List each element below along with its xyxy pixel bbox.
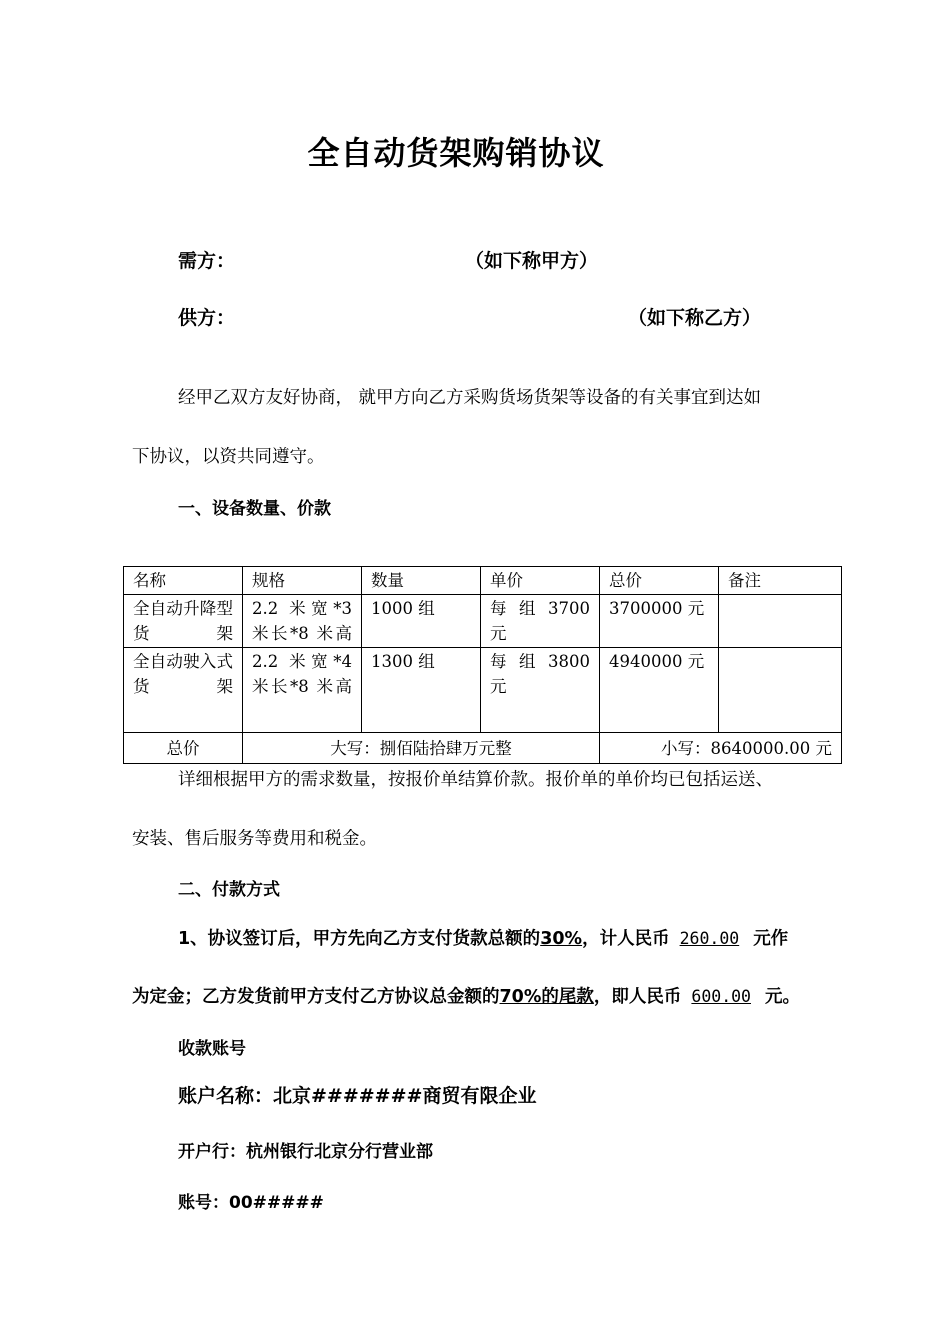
item-unit-price: 每 组 3700 元 (481, 595, 600, 648)
payment-text: ，计人民币 (582, 929, 670, 949)
item-unit-price: 每 组 3800 元 (481, 648, 600, 733)
item-note (719, 595, 842, 648)
payment-text: 为定金；乙方发货前甲方支付乙方协议总金额的 (132, 987, 500, 1007)
table-row (124, 648, 842, 733)
item-total: 3700000 元 (600, 595, 719, 648)
table-row (124, 595, 842, 648)
item-qty: 1000 组 (362, 595, 481, 648)
seller-note: （如下称乙方） (628, 307, 762, 329)
account-heading: 收款账号 (178, 1039, 246, 1059)
table-header-row (124, 567, 842, 595)
buyer-label: 需方： (178, 250, 236, 272)
detail-line-1: 详细根据甲方的需求数量，按报价单结算价款。报价单的单价均已包括运送、 (178, 770, 773, 790)
item-spec: 2.2 米宽*3 米长*8 米高 (243, 595, 362, 648)
item-name: 全自动升降型货架 (124, 595, 243, 648)
total-upper: 大写：捌佰陆拾肆万元整 (243, 733, 600, 764)
section-2-heading: 二、付款方式 (178, 880, 280, 900)
payment-text: 元。 (765, 987, 800, 1007)
item-qty: 1300 组 (362, 648, 481, 733)
payment-line-1 (178, 925, 788, 950)
item-total: 4940000 元 (600, 648, 719, 733)
header-cell: 备注 (719, 567, 842, 595)
intro-line-2: 下协议，以资共同遵守。 (132, 447, 325, 467)
balance-percent: 70%的尾款 (499, 987, 594, 1007)
detail-line-2: 安装、售后服务等费用和税金。 (132, 829, 377, 849)
intro-line-1: 经甲乙双方友好协商， 就甲方向乙方采购货场货架等设备的有关事宜到达如 (178, 388, 762, 408)
deposit-percent: 30% (540, 929, 583, 949)
payment-text: 元作 (753, 929, 789, 949)
equipment-table (123, 566, 842, 764)
payment-line-2 (132, 983, 800, 1008)
header-cell: 总价 (600, 567, 719, 595)
table-total-row (124, 733, 842, 764)
balance-amount: 600.00 (691, 987, 751, 1006)
document-title: 全自动货架购销协议 (307, 134, 605, 172)
bank-name: 开户行：杭州银行北京分行营业部 (178, 1142, 433, 1162)
item-note (719, 648, 842, 733)
header-cell: 规格 (243, 567, 362, 595)
deposit-amount: 260.00 (679, 929, 740, 948)
header-cell: 单价 (481, 567, 600, 595)
header-cell: 数量 (362, 567, 481, 595)
header-cell: 名称 (124, 567, 243, 595)
payment-text: 1、协议签订后，甲方先向乙方支付货款总额的 (178, 929, 541, 949)
item-name: 全自动驶入式货架 (124, 648, 243, 733)
buyer-note: （如下称甲方） (465, 250, 599, 272)
section-1-heading: 一、设备数量、价款 (178, 499, 331, 519)
account-name: 账户名称：北京#######商贸有限企业 (178, 1085, 537, 1107)
total-label: 总价 (124, 733, 243, 764)
total-lower: 小写：8640000.00 元 (600, 733, 842, 764)
item-spec: 2.2 米宽*4 米长*8 米高 (243, 648, 362, 733)
seller-label: 供方： (178, 307, 236, 329)
account-number: 账号：00##### (178, 1193, 324, 1213)
payment-text: ，即人民币 (593, 987, 682, 1007)
